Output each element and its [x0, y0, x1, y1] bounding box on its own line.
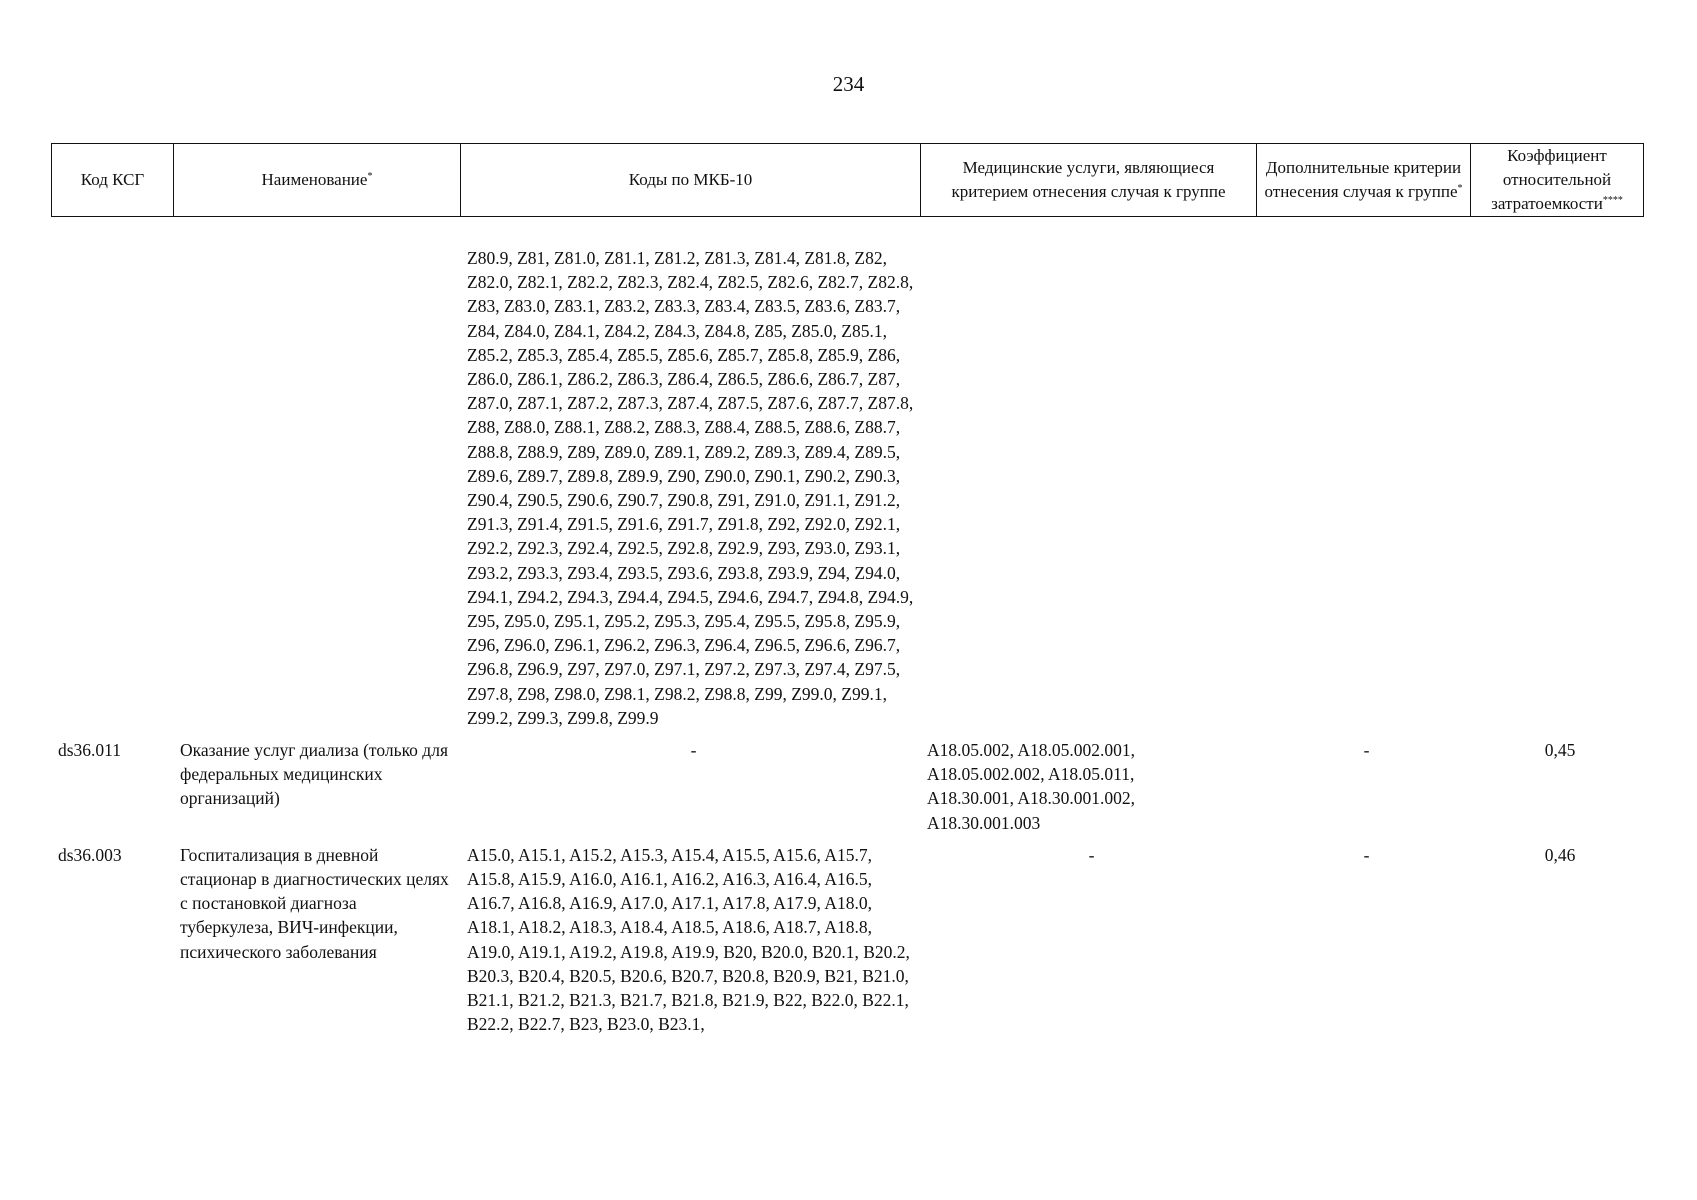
cell-coef: 0,46	[1544, 844, 1576, 865]
cell-coef	[1470, 246, 1643, 738]
header-kod-ksg: Код КСГ	[52, 144, 174, 217]
cell-mkb: A15.0, A15.1, A15.2, A15.3, A15.4, A15.5, A15.6, A15.7, A15.8, A15.9, A16.0, A16.1, A16.2, A16.3, A16.4, A16.5, A16.7, A16.8, A16.9, A17.0, A17.1, A17.8, A17.9, A18.0, A18.1, A18.2, A18.3, A18.4, A18.5, A18.6, A18.7, A18.8, A19.0, A19.1, A19.2, A19.8, A19.9, B20, B20.0, B20.1, B20.2, B20.3, B20.4, B20.5, B20.6, B20.7, B20.8, B20.9, B21, B21.0, B21.1, B21.2, B21.3, B21.7, B21.8, B21.9, B22, B22.0, B22.1, B22.2, B22.7, B23, B23.0, B23.1,	[467, 844, 910, 1035]
cell-mkb: Z80.9, Z81, Z81.0, Z81.1, Z81.2, Z81.3, Z81.4, Z81.8, Z82, Z82.0, Z82.1, Z82.2, Z82.3, Z82.4, Z82.5, Z82.6, Z82.7, Z82.8, Z83, Z83.0, Z83.1, Z83.2, Z83.3, Z83.4, Z83.5, Z83.6, Z83.7, Z84, Z84.0, Z84.1, Z84.2, Z84.3, Z84.8, Z85, Z85.0, Z85.1, Z85.2, Z85.3, Z85.4, Z85.5, Z85.6, Z85.7, Z85.8, Z85.9, Z86, Z86.0, Z86.1, Z86.2, Z86.3, Z86.4, Z86.5, Z86.6, Z86.7, Z87, Z87.0, Z87.1, Z87.2, Z87.3, Z87.4, Z87.5, Z87.6, Z87.7, Z87.8, Z88, Z88.0, Z88.1, Z88.2, Z88.3, Z88.4, Z88.5, Z88.6, Z88.7, Z88.8, Z88.9, Z89, Z89.0, Z89.1, Z89.2, Z89.3, Z89.4, Z89.5, Z89.6, Z89.7, Z89.8, Z89.9, Z90, Z90.0, Z90.1, Z90.2, Z90.3, Z90.4, Z90.5, Z90.6, Z90.7, Z90.8, Z91, Z91.0, Z91.1, Z91.2, Z91.3, Z91.4, Z91.5, Z91.6, Z91.7, Z91.8, Z92, Z92.0, Z92.1, Z92.2, Z92.3, Z92.4, Z92.5, Z92.8, Z92.9, Z93, Z93.0, Z93.1, Z93.2, Z93.3, Z93.4, Z93.5, Z93.6, Z93.8, Z93.9, Z94, Z94.0, Z94.1, Z94.2, Z94.3, Z94.4, Z94.5, Z94.6, Z94.7, Z94.8, Z94.9, Z95, Z95.0, Z95.1, Z95.2, Z95.3, Z95.4, Z95.5, Z95.8, Z95.9, Z96, Z96.0, Z96.1, Z96.2, Z96.3, Z96.4, Z96.5, Z96.6, Z96.7, Z96.8, Z96.9, Z97, Z97.0, Z97.1, Z97.2, Z97.3, Z97.4, Z97.5, Z97.8, Z98, Z98.0, Z98.1, Z98.2, Z98.8, Z99, Z99.0, Z99.1, Z99.2, Z99.3, Z99.8, Z99.9	[467, 248, 914, 728]
cell-coef: 0,45	[1544, 740, 1576, 761]
cell-name	[173, 246, 460, 738]
cell-extra	[1256, 246, 1470, 738]
cell-extra: -	[1363, 740, 1370, 761]
header-dop-kriterii: Дополнительные критерии отнесения случая к группе*	[1257, 144, 1471, 217]
table-header	[51, 143, 1644, 217]
page-number: 234	[832, 72, 865, 96]
header-med-uslugi: Медицинские услуги, являющиеся критерием отнесения случая к группе	[921, 144, 1257, 217]
cell-code: ds36.011	[58, 740, 122, 761]
cell-services: A18.05.002, A18.05.002.001, A18.05.002.002, A18.05.011, A18.30.001, A18.30.001.002, A18.30.001.003	[927, 740, 1136, 833]
header-koef: Коэффициент относительной затратоемкости****	[1471, 144, 1644, 217]
cell-extra: -	[1363, 844, 1370, 865]
cell-code	[51, 246, 173, 738]
cell-services: -	[1088, 844, 1095, 865]
header-kody-mkb: Коды по МКБ-10	[461, 144, 921, 217]
table-row	[51, 738, 1643, 843]
cell-name: Госпитализация в дневной стационар в диагностических целях с постановкой диагноза туберкулеза, ВИЧ-инфекции, психического заболевания	[180, 844, 449, 962]
cell-mkb: -	[690, 740, 697, 761]
table-body	[51, 246, 1643, 1045]
table-row	[51, 246, 1643, 738]
cell-code: ds36.003	[58, 844, 122, 865]
table-row	[51, 843, 1643, 1045]
cell-services	[920, 246, 1256, 738]
header-naimenovanie: Наименование*	[174, 144, 461, 217]
cell-name: Оказание услуг диализа (только для федеральных медицинских организаций)	[180, 740, 448, 809]
